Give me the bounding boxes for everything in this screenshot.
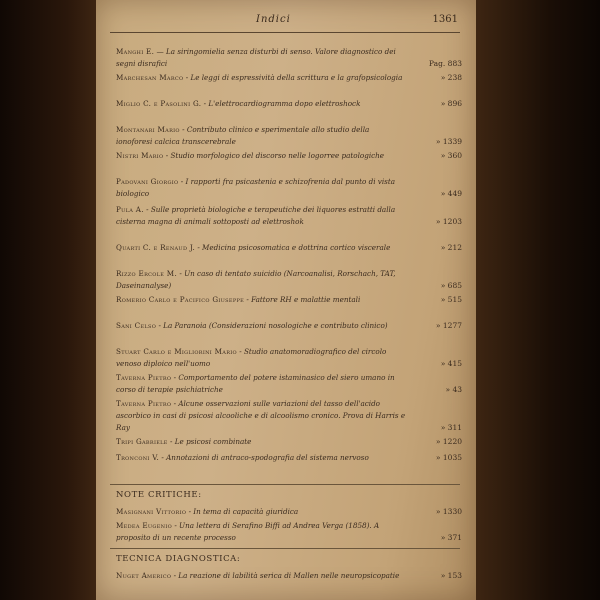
index-entry: Romerio Carlo e Pacifico Giuseppe - Fattore RH e malattie mentali » 515 [116,295,462,304]
section-heading-note: NOTE CRITICHE: [116,490,202,500]
page-number: 1361 [432,14,458,25]
index-entry: Tronconi V. - Annotazioni di antraco-spodografia del sistema nervoso » 1035 [116,453,462,462]
section-heading-tecnica: TECNICA DIAGNOSTICA: [116,554,241,564]
index-entry: Taverna Pietro - Alcune osservazioni sulle variazioni del tasso dell'acido ascorbico in casi di psicosi alcooliche e di alcoolismo cronico. Prova di Harris e Ray » 311 [116,399,462,432]
index-entry: Tripi Gabriele - Le psicosi combinate » 1220 [116,437,462,446]
background-right [476,0,600,600]
index-page [96,0,476,600]
index-entry: Pula A. - Sulle proprietà biologiche e terapeutiche dei liquores estratti dalla cisterna magna di animali sottoposti ad elettroshok » 1203 [116,205,462,226]
index-entry: Stuart Carlo e Migliorini Mario - Studio anatomoradiografico del circolo venoso diploico nell'uomo » 415 [116,347,462,368]
index-entry: Padovani Giorgio - I rapporti fra psicastenia e schizofrenia dal punto di vista biologico » 449 [116,177,462,198]
index-entry: Manghi E. — La siringomielia senza disturbi di senso. Valore diagnostico dei segni disrafici Pag. 883 [116,47,462,68]
index-entry: Marchesan Marco - Le leggi di espressività della scrittura e la grafopsicologia » 238 [116,73,462,82]
index-entry: Taverna Pietro - Comportamento del potere istaminasico del siero umano in corso di terapie psichiatriche » 43 [116,373,462,394]
index-entry: Rizzo Ercole M. - Un caso di tentato suicidio (Narcoanalisi, Rorschach, TAT, Daseinanalyse) » 685 [116,269,462,290]
running-title: Indici [256,14,291,25]
index-entry: Quarti C. e Renaud J. - Medicina psicosomatica e dottrina cortico viscerale » 212 [116,243,462,252]
index-entry: Nistri Mario - Studio morfologico del discorso nelle logorree patologiche » 360 [116,151,462,160]
index-entry: Montanari Mario - Contributo clinico e sperimentale allo studio della ionoforesi calcica transcerebrale » 1339 [116,125,462,146]
index-entry: Nuget Americo - La reazione di labilità serica di Mallen nelle neuropsicopatie » 153 [116,571,462,580]
background-left [0,0,96,600]
header-rule [110,32,460,33]
section-rule [110,548,460,549]
section-rule [110,484,460,485]
index-entry: Sani Celso - La Paranoia (Considerazioni nosologiche e contributo clinico) » 1277 [116,321,462,330]
index-entry: Miglio C. e Pasolini G. - L'elettrocardiogramma dopo elettroshock » 896 [116,99,462,108]
page-header [96,14,476,30]
index-entry: Masignani Vittorio - In tema di capacità giuridica » 1330 [116,507,462,516]
index-entry: Medea Eugenio - Una lettera di Serafino Biffi ad Andrea Verga (1858). A proposito di un recente processo » 371 [116,521,462,542]
